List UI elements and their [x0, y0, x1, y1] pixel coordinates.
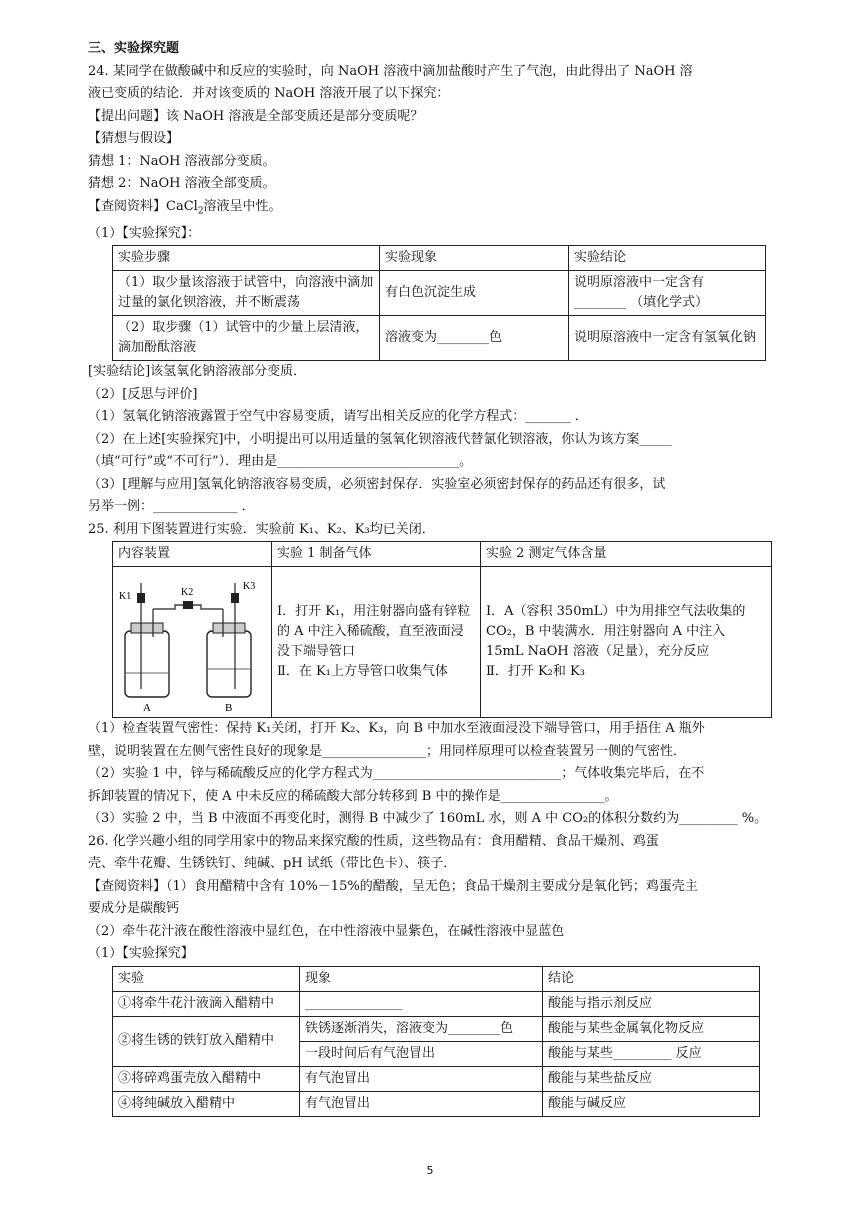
- stopper-b: [213, 623, 245, 633]
- q24-hypothesis-2: 猜想 2：NaOH 溶液全部变质。: [88, 176, 276, 191]
- q26-exp-table: [112, 966, 760, 1117]
- q24-reference-pre: 【查阅资料】CaCl: [88, 198, 198, 214]
- label-a: A: [143, 702, 151, 715]
- q24-reflect-3-line1: （3）[理解与应用]氢氧化钠溶液容易变质，必须密封保存．实验室必须密封保存的药品还有很多，试: [88, 476, 666, 492]
- exp2-step-2: Ⅱ．打开 K₂和 K₃: [486, 664, 585, 680]
- clamp-k3: [231, 593, 239, 603]
- phenomenon-cell: 有白色沉淀生成: [380, 271, 569, 316]
- q25-intro: 25. 利用下图装置进行实验．实验前 K₁、K₂、K₃均已关闭．: [88, 521, 435, 537]
- bottle-a: [125, 631, 169, 697]
- table-header-row: [113, 246, 766, 271]
- q24-intro-line1: 24. 某同学在做酸碱中和反应的实验时，向 NaOH 溶液中滴加盐酸时产生了气泡，由此得出了 NaOH 溶: [88, 63, 693, 79]
- q24-reference: [88, 196, 772, 223]
- conclusion-cell: 酸能与指示剂反应: [543, 991, 760, 1016]
- q25-part1-line2: 壁，说明装置在左侧气密性良好的现象是________________；用同样原理可以检查装置另一侧的气密性．: [88, 743, 687, 759]
- q24-hypothesis-1: 猜想 1：NaOH 溶液部分变质。: [88, 153, 276, 169]
- header-cell: 结论: [543, 966, 760, 991]
- header-cell: 内容装置: [113, 542, 272, 567]
- q24-reference-sub: 2: [197, 206, 204, 217]
- table-row: [113, 1016, 760, 1041]
- exp1-step-1: Ⅰ．打开 K₁，用注射器向盛有锌粒的 A 中注入稀硫酸，直至液面浸没下端导管口: [277, 604, 471, 660]
- label-k3: K3: [243, 581, 256, 593]
- q26-reference-line1: 【查阅资料】（1）食用醋精中含有 10%－15%的醋酸，呈无色；食品干燥剂主要成分是氧化钙；鸡蛋壳主: [88, 878, 698, 894]
- header-cell: 实验 2 测定气体含量: [481, 542, 772, 567]
- table-row: [113, 991, 760, 1016]
- exp2-step-1: Ⅰ．A（容积 350mL）中为用排空气法收集的 CO₂，B 中装满水．用注射器向 A 中注入 15mL NaOH 溶液（足量），充分反应: [486, 604, 746, 660]
- conclusion-cell: 酸能与某些盐反应: [543, 1066, 760, 1091]
- phenomenon-cell: _______________: [300, 991, 543, 1016]
- header-cell: 实验 1 制备气体: [272, 542, 481, 567]
- conclusion-cell: 说明原溶液中一定含有 ________ （填化学式）: [569, 271, 766, 316]
- header-cell: 实验: [113, 966, 300, 991]
- table-row: [113, 1091, 760, 1116]
- clamp-k1: [137, 593, 145, 603]
- header-cell: 现象: [300, 966, 543, 991]
- q24-exp-table: [112, 245, 766, 361]
- q26-intro-line2: 壳、牵牛花瓣、生锈铁钉、纯碱、pH 试纸（带比色卡）、筷子．: [88, 856, 457, 872]
- apparatus-cell: [113, 567, 272, 718]
- table-header-row: [113, 542, 772, 567]
- header-cell: 实验步骤: [113, 246, 380, 271]
- clamp-k2: [183, 601, 193, 609]
- q24-exp-title: （1）【实验探究】：: [88, 225, 201, 241]
- q24-question: 【提出问题】该 NaOH 溶液是全部变质还是部分变质呢？: [88, 108, 424, 124]
- table-header-row: [113, 966, 760, 991]
- conclusion-cell: 酸能与某些_________ 反应: [543, 1041, 760, 1066]
- experiment-cell: ③将碎鸡蛋壳放入醋精中: [113, 1066, 300, 1091]
- header-cell: 实验现象: [380, 246, 569, 271]
- phenomenon-cell: 有气泡冒出: [300, 1066, 543, 1091]
- phenomenon-cell: 有气泡冒出: [300, 1091, 543, 1116]
- q26-intro-line1: 26. 化学兴趣小组的同学用家中的物品来探究酸的性质，这些物品有：食用醋精、食品干燥剂、鸡蛋: [88, 833, 659, 849]
- q25-apparatus-table: [112, 541, 772, 718]
- table-row: [113, 271, 766, 316]
- phenomenon-cell: 一段时间后有气泡冒出: [300, 1041, 543, 1066]
- label-k1: K1: [119, 591, 132, 603]
- experiment-cell: ①将牵牛花汁液滴入醋精中: [113, 991, 300, 1016]
- q25-part3: （3）实验 2 中，当 B 中液面不再变化时，测得 B 中减少了 160mL 水，则 A 中 CO₂的体积分数约为_________ %。: [88, 811, 768, 827]
- table-row: [113, 1066, 760, 1091]
- header-cell: 实验结论: [569, 246, 766, 271]
- bottle-b: [207, 631, 251, 697]
- table-row: [113, 316, 766, 361]
- q26-exp-title: （1）【实验探究】: [88, 946, 194, 962]
- conclusion-cell: 酸能与某些金属氧化物反应: [543, 1016, 760, 1041]
- q24-reflect-title: （2）[反思与评价]: [88, 386, 198, 402]
- gas-apparatus-diagram: [115, 569, 265, 715]
- step-cell: （1）取少量该溶液于试管中，向溶液中滴加过量的氯化钡溶液，并不断震荡: [113, 271, 380, 316]
- exp1-step-2: Ⅱ．在 K₁上方导管口收集气体: [277, 664, 448, 680]
- q24-conclusion: [实验结论]该氢氧化钠溶液部分变质．: [88, 364, 307, 380]
- q24-reflect-2-line1: （2）在上述[实验探究]中，小明提出可以用适量的氢氧化钡溶液代替氯化钡溶液，你认为该方案_____: [88, 431, 672, 447]
- q26-reference-line3: （2）牵牛花汁液在酸性溶液中显红色，在中性溶液中显紫色，在碱性溶液中显蓝色: [88, 923, 565, 939]
- q25-part2-line2: 拆卸装置的情况下，使 A 中未反应的稀硫酸大部分转移到 B 中的操作是________________。: [88, 788, 618, 804]
- phenomenon-cell: 铁锈逐渐消失，溶液变为________色: [300, 1016, 543, 1041]
- stopper-a: [131, 623, 163, 633]
- phenomenon-cell: 溶液变为________色: [380, 316, 569, 361]
- q24-reflect-1: （1）氢氧化钠溶液露置于空气中容易变质，请写出相关反应的化学方程式：_______ ．: [88, 409, 588, 425]
- conclusion-cell: 酸能与碱反应: [543, 1091, 760, 1116]
- label-b: B: [225, 702, 233, 715]
- experiment-cell: ④将纯碱放入醋精中: [113, 1091, 300, 1116]
- q24-reflect-2-line2: （填“可行”或“不可行”）．理由是____________________________。: [88, 454, 473, 470]
- label-k2: K2: [181, 587, 194, 599]
- q24-intro-line2: 液已变质的结论．并对该变质的 NaOH 溶液开展了以下探究：: [88, 86, 450, 101]
- q26-reference-line2: 要成分是碳酸钙: [88, 901, 180, 917]
- worksheet-page: [88, 38, 772, 1117]
- conclusion-cell: 说明原溶液中一定含有氢氧化钠: [569, 316, 766, 361]
- table-row: [113, 567, 772, 718]
- exp1-cell: [272, 567, 481, 718]
- q25-part1-line1: （1）检查装置气密性：保持 K₁关闭，打开 K₂、K₃，向 B 中加水至液面浸没下端导管口，用手捂住 A 瓶外: [88, 721, 705, 737]
- exp2-cell: [481, 567, 772, 718]
- q24-reference-post: 溶液呈中性。: [203, 198, 282, 214]
- q25-part2-line1: （2）实验 1 中，锌与稀硫酸反应的化学方程式为_____________________________；气体收集完毕后，在不: [88, 766, 705, 782]
- experiment-cell: ②将生锈的铁钉放入醋精中: [113, 1016, 300, 1066]
- q24-reflect-3-line2: 另举一例：_____________ ．: [88, 499, 255, 515]
- page-number: 5: [426, 1164, 434, 1177]
- section-title: 三、实验探究题: [88, 41, 180, 56]
- q24-hypothesis-title: 【猜想与假设】: [88, 131, 180, 146]
- step-cell: （2）取步骤（1）试管中的少量上层清液，滴加酚酞溶液: [113, 316, 380, 361]
